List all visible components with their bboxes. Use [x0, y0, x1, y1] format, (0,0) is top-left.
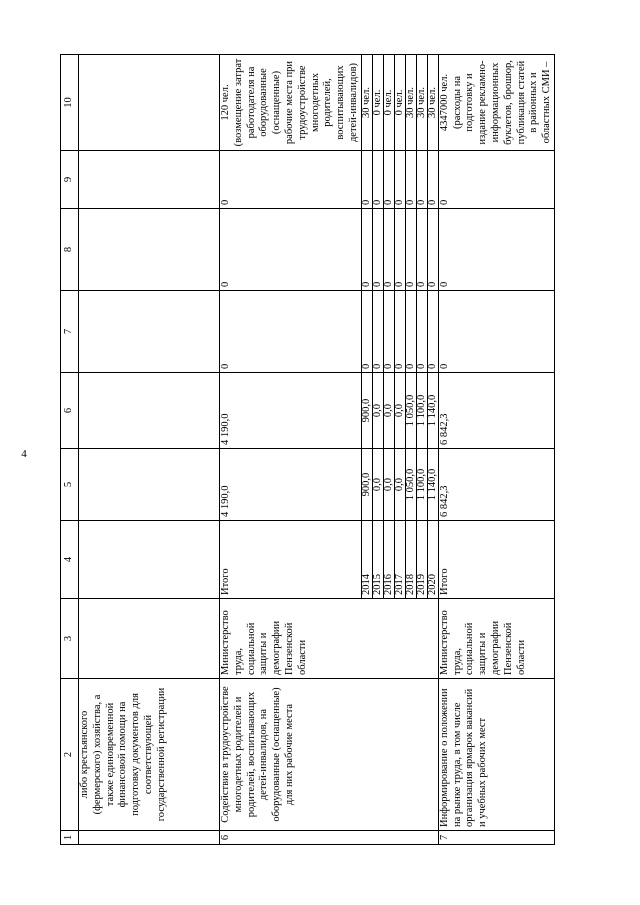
executor: Министерство труда, социальной защиты и демографии Пензенской области [220, 599, 439, 679]
year: 2019 [416, 521, 427, 599]
value-c6: 900,0 [361, 373, 372, 449]
row-number: 6 [220, 831, 439, 845]
value-c7: 0 [438, 291, 554, 373]
value-c7: 0 [372, 291, 383, 373]
value-c10: 120 чел. (возмещение затрат работодателя на оборудованные (оснащенные) рабочие места при трудоустройстве многодетных родителей, воспитывающих детей-инвалидов) [220, 55, 362, 151]
value-c7: 0 [383, 291, 394, 373]
value-c10: 30 чел. [416, 55, 427, 151]
continuation-text: либо крестьянского (фермерского) хозяйства, а также единовременной финансовой помощи на подготовку документов для соответствующей государственной регистрации [79, 679, 220, 831]
header-cell: 6 [61, 373, 79, 449]
value-c8: 0 [438, 209, 554, 291]
row-7-total [438, 55, 554, 845]
value-c5: 1 050,0 [405, 449, 416, 521]
value-c6: 0,0 [383, 373, 394, 449]
value-c10: 30 чел. [361, 55, 372, 151]
row-number: 7 [438, 831, 554, 845]
value-c7: 0 [394, 291, 405, 373]
header-cell: 8 [61, 209, 79, 291]
year: 2017 [394, 521, 405, 599]
header-cell: 2 [61, 679, 79, 831]
value-c7: 0 [405, 291, 416, 373]
value-c5: 4 190,0 [220, 449, 362, 521]
value-c10: 0 чел. [394, 55, 405, 151]
header-cell: 4 [61, 521, 79, 599]
value-c10: 30 чел. [427, 55, 438, 151]
measure-name: Содействие в трудоустройстве многодетных родителей и родителей, воспитывающих детей-инвалидов, на оборудованные (оснащенные) для них рабочие места [220, 679, 439, 831]
value-c5: 6 842,3 [438, 449, 554, 521]
value-c9: 0 [405, 151, 416, 209]
year: 2020 [427, 521, 438, 599]
value-c9: 0 [394, 151, 405, 209]
value-c9: 0 [372, 151, 383, 209]
row-6-total [220, 55, 362, 845]
value-c6: 0,0 [372, 373, 383, 449]
program-measures-table [60, 54, 555, 845]
value-c8: 0 [220, 209, 362, 291]
value-c8: 0 [427, 209, 438, 291]
value-c10: 4347000 чел. (расходы на подготовку и издание рекламно-информационных буклетов, брошюр, публикация статей в районных и областных СМИ – [438, 55, 554, 151]
value-c6: 1 050,0 [405, 373, 416, 449]
year: 2014 [361, 521, 372, 599]
value-c6: 0,0 [394, 373, 405, 449]
value-c8: 0 [405, 209, 416, 291]
year: 2015 [372, 521, 383, 599]
value-c5: 1 140,0 [427, 449, 438, 521]
continuation-row [79, 55, 220, 845]
value-c8: 0 [361, 209, 372, 291]
value-c9: 0 [361, 151, 372, 209]
value-c7: 0 [361, 291, 372, 373]
total-label: Итого [438, 521, 554, 599]
header-cell: 10 [61, 55, 79, 151]
value-c6: 6 842,3 [438, 373, 554, 449]
value-c5: 0,0 [383, 449, 394, 521]
value-c10: 0 чел. [383, 55, 394, 151]
value-c10: 30 чел. [405, 55, 416, 151]
header-cell: 9 [61, 151, 79, 209]
rotated-table-container [60, 55, 600, 845]
page-number: 4 [21, 448, 27, 460]
value-c8: 0 [394, 209, 405, 291]
value-c8: 0 [383, 209, 394, 291]
value-c8: 0 [372, 209, 383, 291]
value-c9: 0 [416, 151, 427, 209]
value-c7: 0 [220, 291, 362, 373]
executor: Министерство труда, социальной защиты и демографии Пензенской области [438, 599, 554, 679]
value-c9: 0 [220, 151, 362, 209]
value-c6: 1 100,0 [416, 373, 427, 449]
year: 2016 [383, 521, 394, 599]
header-cell: 3 [61, 599, 79, 679]
year: 2018 [405, 521, 416, 599]
value-c8: 0 [416, 209, 427, 291]
header-cell: 1 [61, 831, 79, 845]
value-c5: 1 100,0 [416, 449, 427, 521]
value-c6: 4 190,0 [220, 373, 362, 449]
value-c9: 0 [427, 151, 438, 209]
value-c5: 0,0 [372, 449, 383, 521]
value-c9: 0 [438, 151, 554, 209]
value-c7: 0 [427, 291, 438, 373]
value-c7: 0 [416, 291, 427, 373]
header-cell: 5 [61, 449, 79, 521]
value-c6: 1 140,0 [427, 373, 438, 449]
value-c10: 0 чел. [372, 55, 383, 151]
header-cell: 7 [61, 291, 79, 373]
value-c5: 0,0 [394, 449, 405, 521]
header-row [61, 55, 79, 845]
total-label: Итого [220, 521, 362, 599]
value-c9: 0 [383, 151, 394, 209]
measure-name: Информирование о положении на рынке труда, в том числе организация ярмарок вакансий и учебных рабочих мест [438, 679, 554, 831]
value-c5: 900,0 [361, 449, 372, 521]
